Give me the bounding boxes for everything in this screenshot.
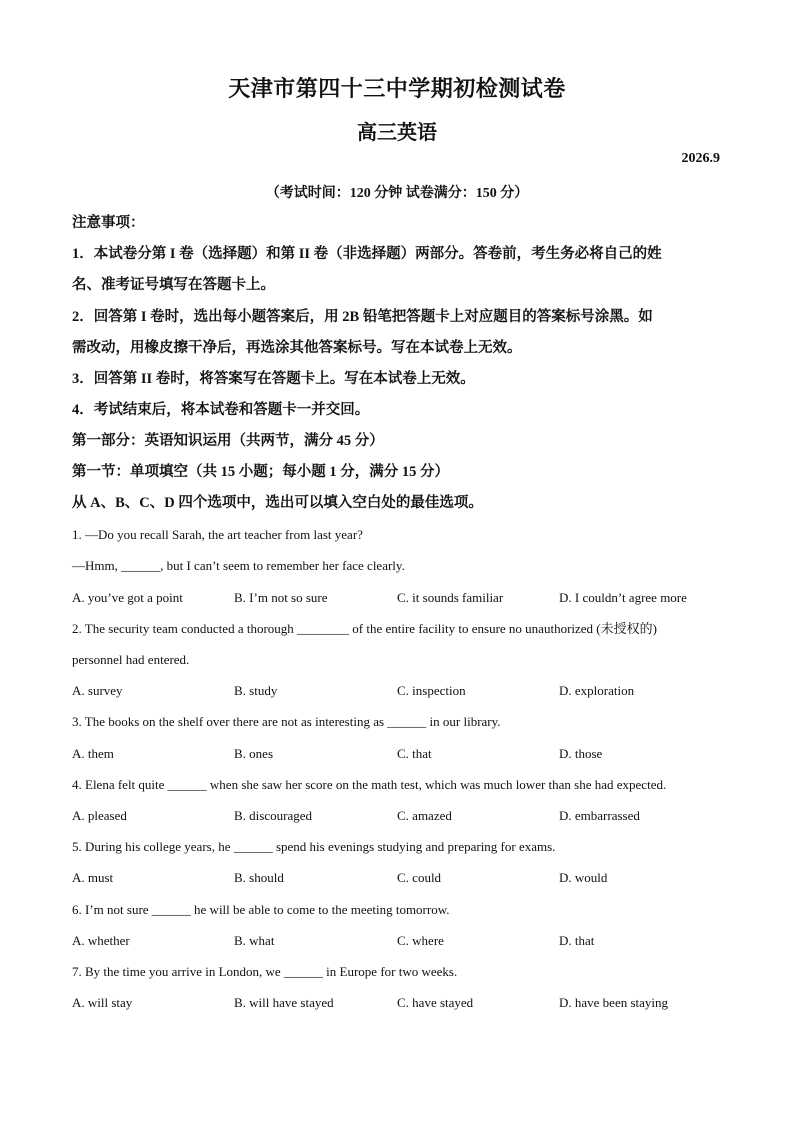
option-a: A. whether [72, 933, 130, 948]
exam-date: 2026.9 [681, 151, 720, 166]
question-1-stem: 1. —Do you recall Sarah, the art teacher from last year? [72, 527, 363, 542]
exam-time-info: （考试时间：120 分钟 试卷满分：150 分） [265, 186, 529, 201]
question-2-stem: 2. The security team conducted a thorough ________ of the entire facility to ensure no unauthorized (未授权的) [72, 621, 657, 636]
option-b: B. discouraged [234, 808, 312, 823]
question-3-stem: 3. The books on the shelf over there are not as interesting as ______ in our library. [72, 714, 501, 729]
exam-title: 天津市第四十三中学期初检测试卷 [228, 76, 566, 101]
question-5-stem: 5. During his college years, he ______ spend his evenings studying and preparing for exams. [72, 839, 556, 854]
option-d: D. I couldn’t agree more [559, 590, 687, 605]
option-c: C. amazed [397, 808, 452, 823]
question-5-options [72, 868, 724, 888]
question-6-stem: 6. I’m not sure ______ he will be able to come to the meeting tomorrow. [72, 902, 450, 917]
section1-instruction: 从 A、B、C、D 四个选项中，选出可以填入空白处的最佳选项。 [72, 495, 483, 511]
note-item-2-line-1: 2．回答第 I 卷时，选出每小题答案后，用 2B 铅笔把答题卡上对应题目的答案标号涂黑。如 [72, 309, 653, 325]
part1-heading: 第一部分：英语知识运用（共两节，满分 45 分） [72, 433, 384, 449]
option-d: D. have been staying [559, 995, 669, 1010]
question-3-options [72, 744, 724, 764]
option-a: A. you’ve got a point [72, 590, 183, 605]
option-d: D. that [559, 933, 595, 948]
option-c: C. it sounds familiar [397, 590, 504, 605]
option-c: C. inspection [397, 683, 466, 698]
question-2-options [72, 681, 724, 701]
question-6-options [72, 931, 724, 951]
note-item-1-line-2: 名、准考证号填写在答题卡上。 [72, 277, 275, 293]
option-a: A. pleased [72, 808, 127, 823]
note-item-4: 4．考试结束后，将本试卷和答题卡一并交回。 [72, 402, 370, 418]
option-d: D. those [559, 746, 603, 761]
exam-subtitle: 高三英语 [357, 122, 437, 144]
option-d: D. exploration [559, 683, 635, 698]
option-a: A. them [72, 746, 114, 761]
option-b: B. should [234, 870, 284, 885]
question-2-stem-cont: personnel had entered. [72, 652, 190, 667]
question-4-options [72, 806, 724, 826]
note-item-3: 3．回答第 II 卷时，将答案写在答题卡上。写在本试卷上无效。 [72, 371, 475, 387]
question-1-options [72, 588, 724, 608]
option-b: B. I’m not so sure [234, 590, 328, 605]
option-c: C. have stayed [397, 995, 474, 1010]
question-1-dialogue: —Hmm, ______, but I can’t seem to remember her face clearly. [72, 558, 405, 573]
option-c: C. where [397, 933, 444, 948]
option-c: C. that [397, 746, 432, 761]
note-item-2-line-2: 需改动，用橡皮擦干净后，再选涂其他答案标号。写在本试卷上无效。 [72, 340, 522, 356]
option-a: A. will stay [72, 995, 133, 1010]
option-b: B. study [234, 683, 278, 698]
option-a: A. survey [72, 683, 123, 698]
option-d: D. embarrassed [559, 808, 640, 823]
option-b: B. will have stayed [234, 995, 334, 1010]
option-a: A. must [72, 870, 114, 885]
option-b: B. what [234, 933, 275, 948]
option-c: C. could [397, 870, 442, 885]
question-7-stem: 7. By the time you arrive in London, we ______ in Europe for two weeks. [72, 964, 458, 979]
section1-heading: 第一节：单项填空（共 15 小题；每小题 1 分，满分 15 分） [72, 464, 449, 480]
note-item-1-line-1: 1．本试卷分第 I 卷（选择题）和第 II 卷（非选择题）两部分。答卷前，考生务必将自己的姓 [72, 246, 662, 262]
option-d: D. would [559, 870, 608, 885]
question-4-stem: 4. Elena felt quite ______ when she saw her score on the math test, which was much lower than she had expected. [72, 777, 667, 792]
question-7-options [72, 993, 724, 1013]
option-b: B. ones [234, 746, 273, 761]
notes-heading: 注意事项： [72, 215, 145, 231]
